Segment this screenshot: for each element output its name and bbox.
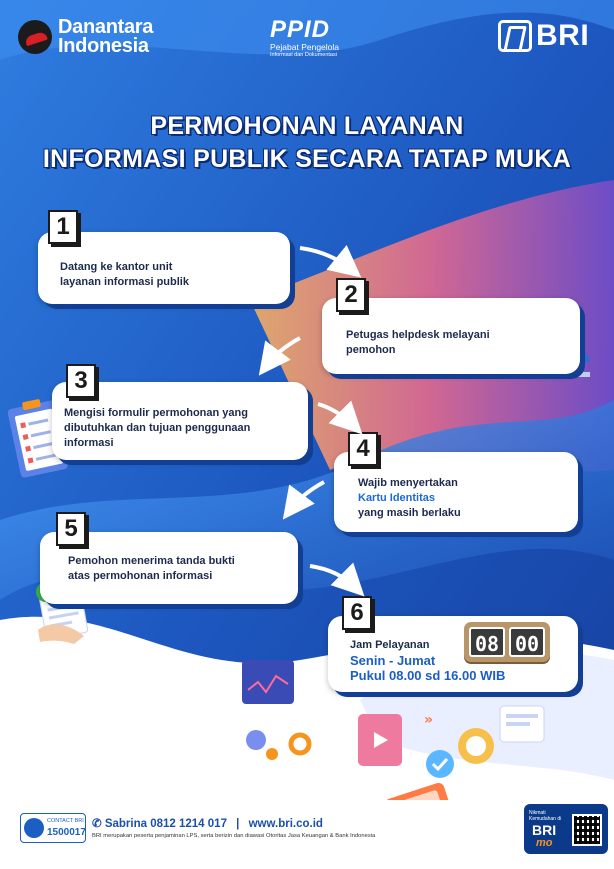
bri-logo: [498, 19, 589, 53]
brimo-badge[interactable]: [524, 804, 608, 854]
brimo-name: BRI: [532, 822, 557, 838]
clock-minutes: 00: [509, 627, 545, 657]
step-5-number: 5: [56, 512, 86, 546]
step-1-line2: layanan informasi publik: [60, 276, 189, 288]
svg-text:»: »: [424, 712, 434, 728]
step-4-line1: Wajib menyertakan: [358, 477, 458, 489]
qr-code-icon[interactable]: [572, 814, 602, 846]
whatsapp-contact[interactable]: Sabrina 0812 1214 017: [104, 818, 227, 830]
step-3-line1: Mengisi formulir permohonan yang: [64, 407, 248, 419]
step-1-line1: Datang ke kantor unit: [60, 261, 173, 273]
danantara-line1: Danantara: [58, 16, 154, 38]
step-6-line1: Jam Pelayanan: [350, 639, 430, 651]
step-6-line3: Pukul 08.00 sd 16.00 WIB: [350, 668, 506, 683]
step-2-line1: Petugas helpdesk melayani: [346, 329, 490, 341]
step-4-line2: Kartu Identitas: [358, 492, 436, 504]
brimo-suffix: mo: [536, 837, 553, 849]
ppid-logo: [270, 18, 339, 59]
danantara-logo: [18, 18, 153, 56]
page-title-line1: PERMOHONAN LAYANAN: [150, 112, 464, 140]
step-6-line2: Senin - Jumat: [350, 653, 436, 668]
step-3-line2: dibutuhkan dan tujuan penggunaan: [64, 422, 251, 434]
step-5-line1: Pemohon menerima tanda bukti: [68, 555, 235, 567]
brimo-note-line1: Nikmati: [529, 810, 546, 816]
whatsapp-icon: ✆: [92, 818, 102, 830]
clock-illustration: [464, 622, 550, 662]
step-5-line2: atas permohonan informasi: [68, 570, 213, 582]
step-4-line3: yang masih berlaku: [358, 507, 461, 519]
headset-icon: [24, 818, 44, 838]
contact-bri-label: CONTACT BRI: [47, 818, 84, 824]
step-2-line2: pemohon: [346, 344, 396, 356]
disclaimer: BRI merupakan peserta penjaminan LPS, serta berizin dan diawasi Otoritas Jasa Keuangan & Bank Indonesia: [92, 833, 376, 839]
danantara-line2: Indonesia: [58, 35, 149, 57]
step-3-number: 3: [66, 364, 96, 398]
contact-bri-number: 1500017: [47, 827, 86, 838]
ppid-subtitle-1: Pejabat Pengelola: [270, 42, 340, 52]
contact-bri-badge[interactable]: [20, 813, 86, 843]
contact-line: [92, 816, 323, 830]
bri-logo-text: BRI: [536, 19, 590, 52]
step-3-line3: informasi: [64, 437, 114, 449]
separator: |: [236, 818, 240, 830]
step-4-number: 4: [348, 432, 378, 466]
clock-hours: 08: [469, 627, 505, 657]
step-2-number: 2: [336, 278, 366, 312]
ppid-title: PPID: [270, 16, 331, 43]
page-title-line2: INFORMASI PUBLIK SECARA TATAP MUKA: [42, 145, 572, 173]
step-1-number: 1: [48, 210, 78, 244]
danantara-mark-icon: [18, 20, 52, 54]
website-link[interactable]: www.bri.co.id: [248, 818, 323, 830]
bri-mark-icon: [498, 20, 532, 52]
step-6-number: 6: [342, 596, 372, 630]
brimo-note-line2: Kemudahan di: [529, 816, 562, 822]
ppid-subtitle-2: Informasi dan Dokumentasi: [270, 52, 337, 58]
